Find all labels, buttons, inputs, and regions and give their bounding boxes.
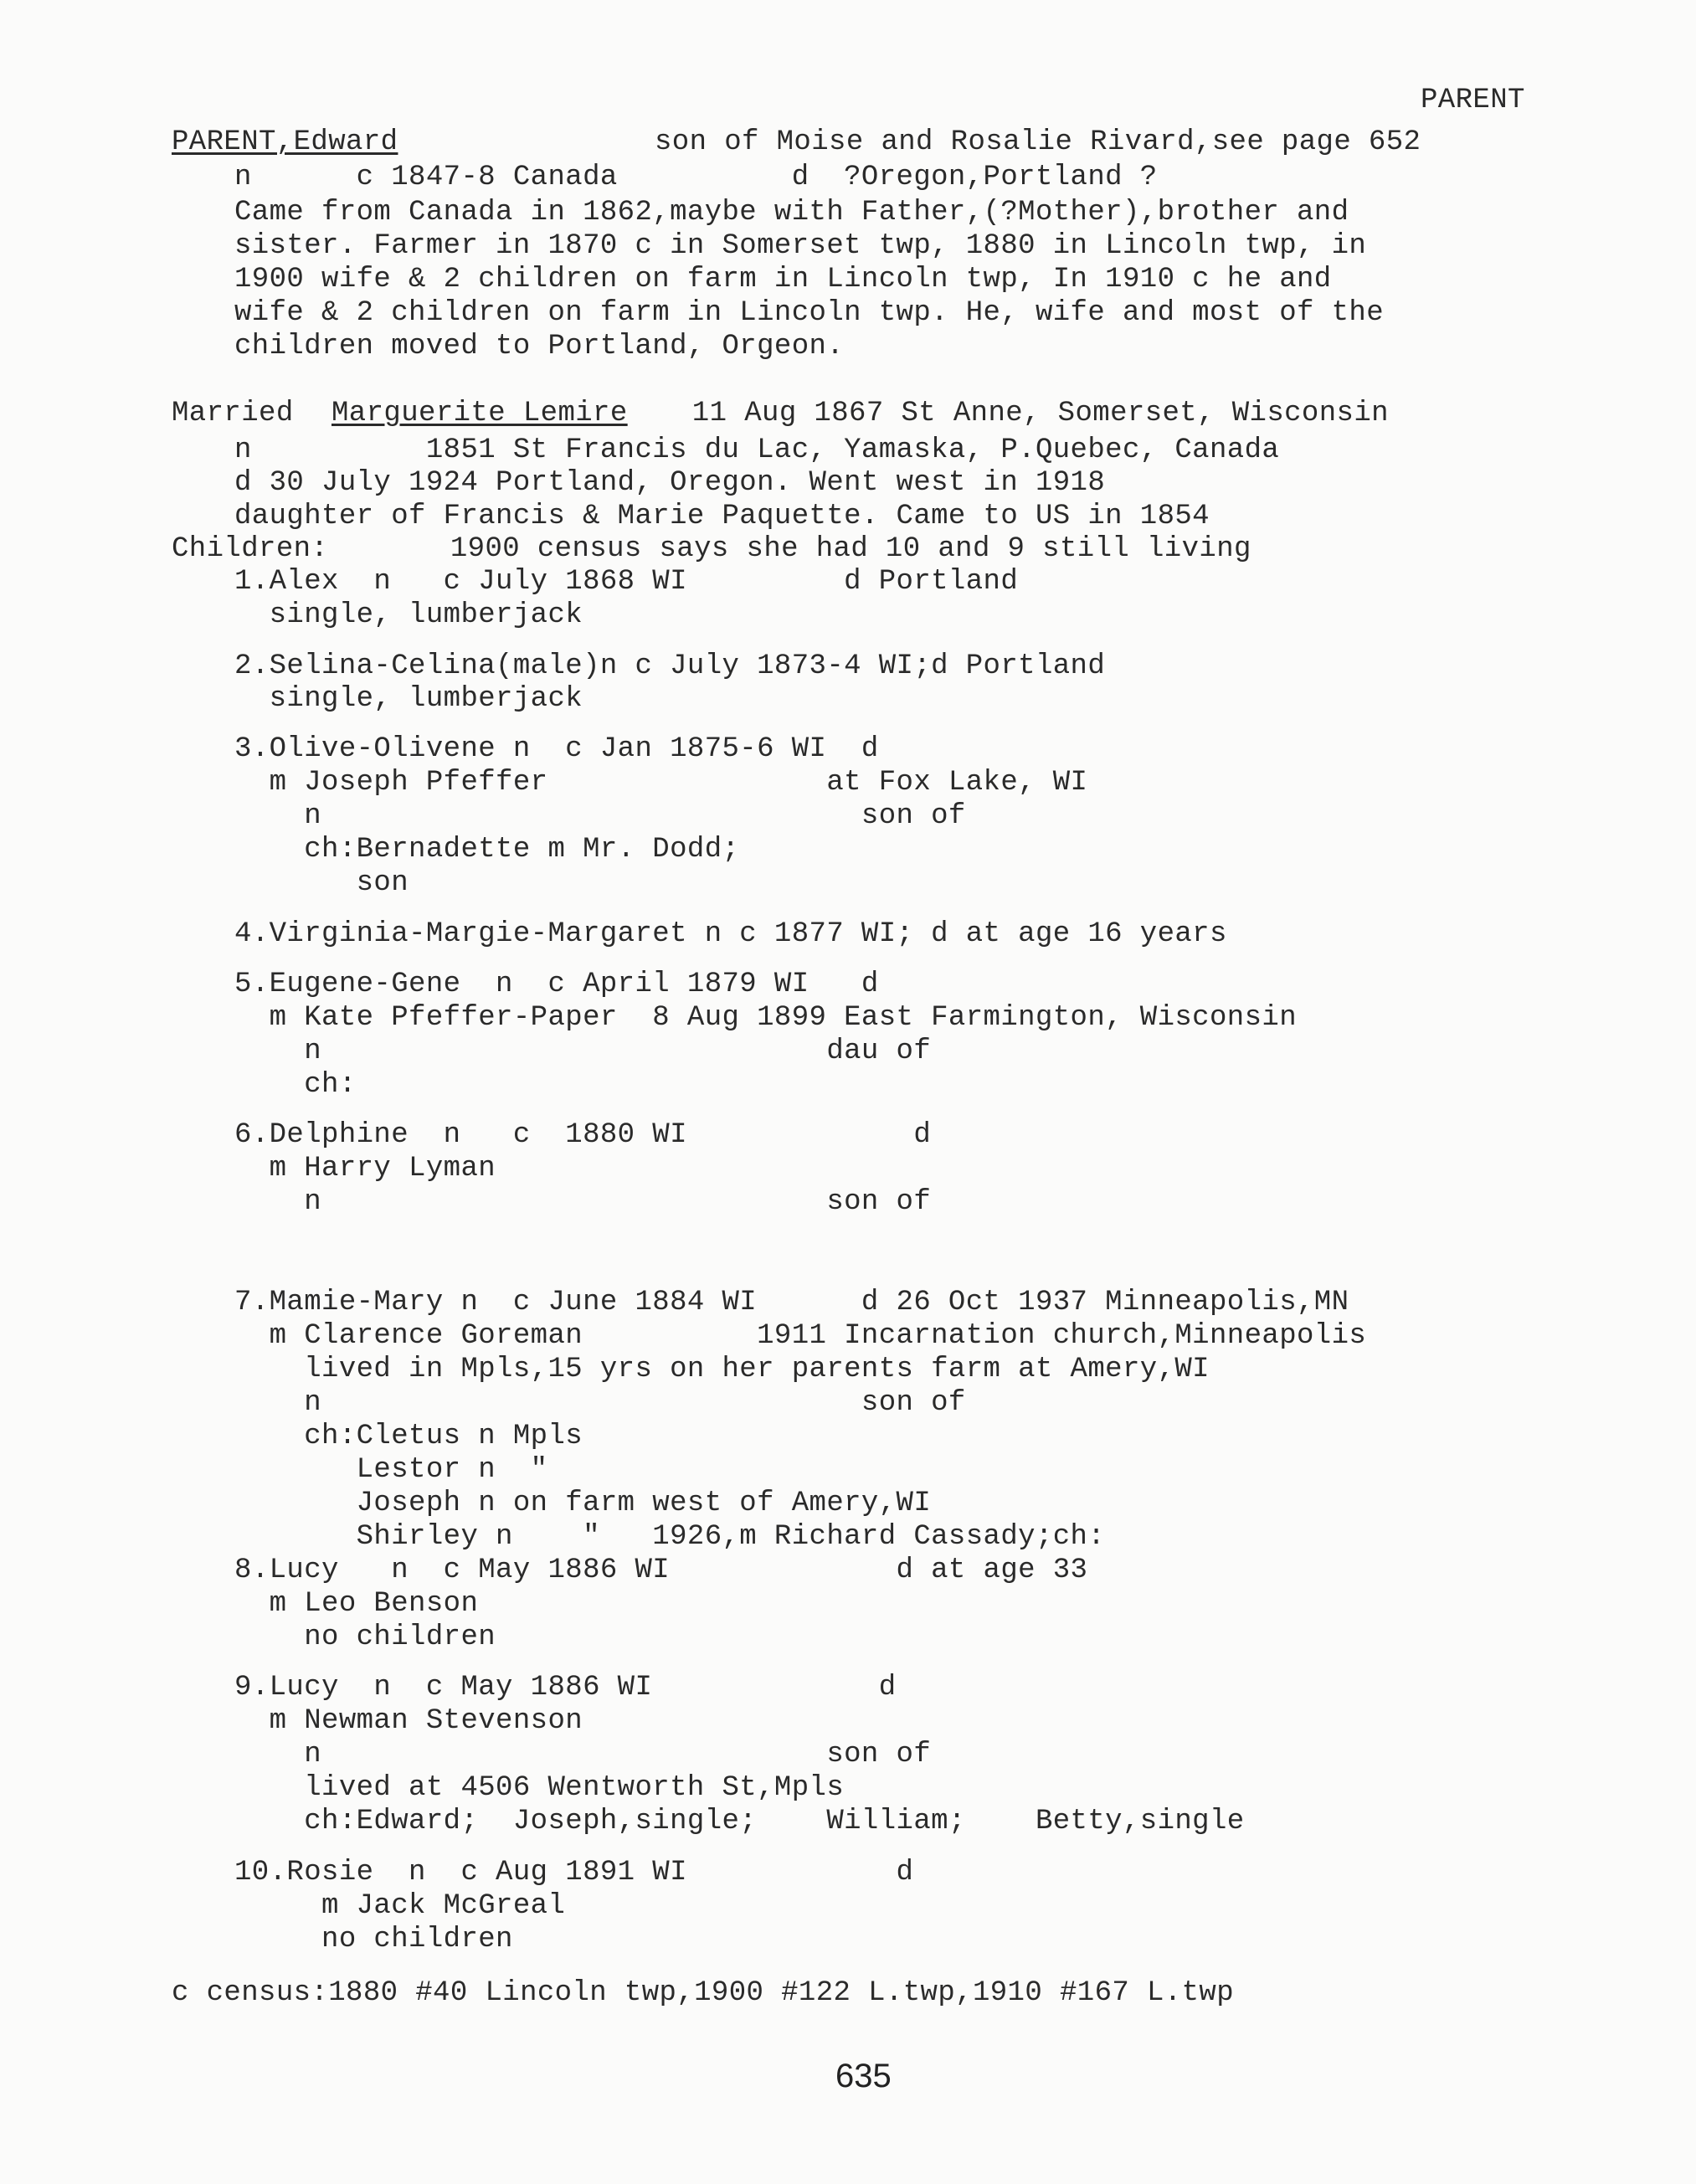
child-line: n dau of [234, 1035, 932, 1067]
child-line: m Kate Pfeffer-Paper 8 Aug 1899 East Farmington, Wisconsin [234, 1002, 1298, 1034]
child-line: 6.Delphine n c 1880 WI d [234, 1119, 932, 1151]
child-line: n son of [234, 800, 966, 832]
bio-line: sister. Farmer in 1870 c in Somerset twp, 1880 in Lincoln twp, in [234, 230, 1367, 262]
child-line: Lestor n " [234, 1454, 548, 1486]
child-line: n son of [234, 1739, 932, 1770]
census-note: c census:1880 #40 Lincoln twp,1900 #122 L.twp,1910 #167 L.twp [172, 1977, 1235, 2009]
child-line: 9.Lucy n c May 1886 WI d [234, 1672, 897, 1704]
child-line: single, lumberjack [234, 599, 583, 631]
child-line: 8.Lucy n c May 1886 WI d at age 33 [234, 1554, 1088, 1586]
spouse-line: n 1851 St Francis du Lac, Yamaska, P.Quebec, Canada [234, 434, 1280, 466]
spouse-line: daughter of Francis & Marie Paquette. Came to US in 1854 [234, 501, 1210, 532]
child-line: son [234, 867, 409, 899]
spouse-line: d 30 July 1924 Portland, Oregon. Went west in 1918 [234, 467, 1106, 499]
child-line: 7.Mamie-Mary n c June 1884 WI d 26 Oct 1937 Minneapolis,MN [234, 1287, 1349, 1318]
child-line: 1.Alex n c July 1868 WI d Portland [234, 566, 1019, 598]
child-line: 4.Virginia-Margie-Margaret n c 1877 WI; d at age 16 years [234, 918, 1227, 950]
child-line: 3.Olive-Olivene n c Jan 1875-6 WI d [234, 733, 879, 765]
child-line: 10.Rosie n c Aug 1891 WI d [234, 1857, 914, 1889]
bio-line: children moved to Portland, Orgeon. [234, 331, 845, 362]
child-line: single, lumberjack [234, 683, 583, 715]
child-line: ch: [234, 1069, 357, 1101]
child-line: 2.Selina-Celina(male)n c July 1873-4 WI;d Portland [234, 650, 1106, 682]
page-number: 635 [835, 2058, 892, 2094]
child-line: Joseph n on farm west of Amery,WI [234, 1488, 932, 1519]
bio-line: 1900 wife & 2 children on farm in Lincoln twp, In 1910 c he and [234, 264, 1332, 295]
child-line: m Newman Stevenson [234, 1705, 583, 1737]
bio-line: wife & 2 children on farm in Lincoln twp. He, wife and most of the [234, 297, 1385, 329]
entry-parents: son of Moise and Rosalie Rivard,see page 652 [655, 126, 1421, 158]
child-line: n son of [234, 1186, 932, 1218]
child-line: m Jack McGreal [234, 1890, 566, 1922]
child-line: lived in Mpls,15 yrs on her parents farm at Amery,WI [234, 1354, 1210, 1385]
marriage-details: 11 Aug 1867 St Anne, Somerset, Wisconsin [675, 398, 1389, 429]
child-line: n son of [234, 1387, 966, 1419]
entry-birth-line: n c 1847-8 Canada d ?Oregon,Portland ? [234, 162, 1158, 193]
marriage-prefix: Married [172, 398, 294, 429]
surname-tag: PARENT [1421, 85, 1525, 116]
child-line: ch:Cletus n Mpls [234, 1421, 583, 1452]
spouse-name: Marguerite Lemire [331, 398, 628, 429]
child-line: ch:Edward; Joseph,single; William; Betty,single [234, 1806, 1245, 1837]
child-line: lived at 4506 Wentworth St,Mpls [234, 1772, 845, 1804]
bio-line: Came from Canada in 1862,maybe with Father,(?Mother),brother and [234, 197, 1349, 229]
child-line: m Harry Lyman [234, 1153, 496, 1184]
child-line: no children [234, 1924, 513, 1955]
child-line: m Joseph Pfeffer at Fox Lake, WI [234, 767, 1088, 799]
child-line: m Clarence Goreman 1911 Incarnation church,Minneapolis [234, 1320, 1367, 1352]
entry-name: PARENT,Edward [172, 126, 398, 158]
child-line: no children [234, 1621, 496, 1653]
children-header: Children: 1900 census says she had 10 and 9 still living [172, 533, 1251, 565]
child-line: ch:Bernadette m Mr. Dodd; [234, 834, 740, 866]
child-line: 5.Eugene-Gene n c April 1879 WI d [234, 969, 879, 1000]
child-line: Shirley n " 1926,m Richard Cassady;ch: [234, 1521, 1106, 1553]
child-line: m Leo Benson [234, 1588, 479, 1620]
